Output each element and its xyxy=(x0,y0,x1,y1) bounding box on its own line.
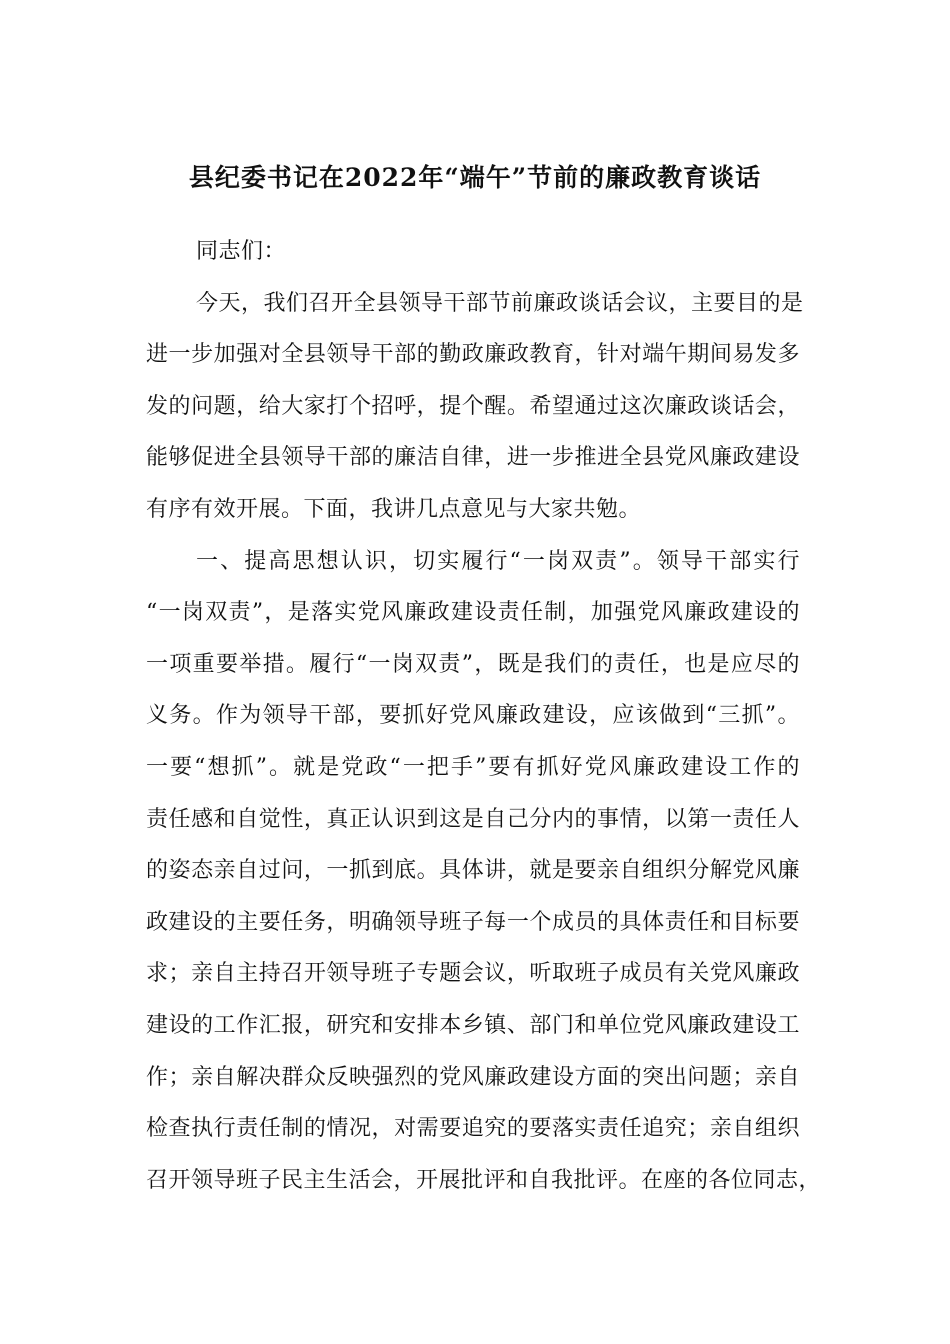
paragraph-line: 建设的工作汇报，研究和安排本乡镇、部门和单位党风廉政建设工 xyxy=(146,1012,800,1038)
paragraph-line: 检查执行责任制的情况，对需要追究的要落实责任追究；亲自组织 xyxy=(146,1116,800,1142)
salutation: 同志们： xyxy=(196,239,287,264)
document-body xyxy=(146,226,822,1206)
paragraph-line: 义务。作为领导干部，要抓好党风廉政建设，应该做到“三抓”。 xyxy=(146,703,800,729)
paragraph-line: 召开领导班子民主生活会，开展批评和自我批评。在座的各位同志， xyxy=(146,1167,822,1193)
paragraph-line: 进一步加强对全县领导干部的勤政廉政教育，针对端午期间易发多 xyxy=(146,342,800,368)
paragraph-line: 的姿态亲自过问，一抓到底。具体讲，就是要亲自组织分解党风廉 xyxy=(146,858,800,884)
paragraph-line: 责任感和自觉性，真正认识到这是自己分内的事情，以第一责任人 xyxy=(146,806,800,832)
paragraph-line: 今天，我们召开全县领导干部节前廉政谈话会议，主要目的是 xyxy=(196,290,804,316)
paragraph-line: 有序有效开展。下面，我讲几点意见与大家共勉。 xyxy=(146,496,642,522)
paragraph-line: 一要“想抓”。就是党政“一把手”要有抓好党风廉政建设工作的 xyxy=(146,754,800,780)
paragraph-line: 求；亲自主持召开领导班子专题会议，听取班子成员有关党风廉政 xyxy=(146,961,800,987)
paragraph-line: 一项重要举措。履行“一岗双责”，既是我们的责任，也是应尽的 xyxy=(146,651,800,677)
paragraph-2 xyxy=(146,536,822,1207)
paragraph-line: 发的问题，给大家打个招呼，提个醒。希望通过这次廉政谈话会， xyxy=(146,393,800,419)
paragraph-line: 作；亲自解决群众反映强烈的党风廉政建设方面的突出问题；亲自 xyxy=(146,1064,800,1090)
paragraph-line: 能够促进全县领导干部的廉洁自律，进一步推进全县党风廉政建设 xyxy=(146,445,800,471)
paragraph-line: 政建设的主要任务，明确领导班子每一个成员的具体责任和目标要 xyxy=(146,909,800,935)
paragraph-1 xyxy=(146,278,804,536)
document-title: 县纪委书记在2022年“端午”节前的廉政教育谈话 xyxy=(188,163,762,192)
paragraph-line: “一岗双责”，是落实党风廉政建设责任制，加强党风廉政建设的 xyxy=(146,600,800,626)
paragraph-line: 一、提高思想认识，切实履行“一岗双责”。领导干部实行 xyxy=(196,548,800,574)
